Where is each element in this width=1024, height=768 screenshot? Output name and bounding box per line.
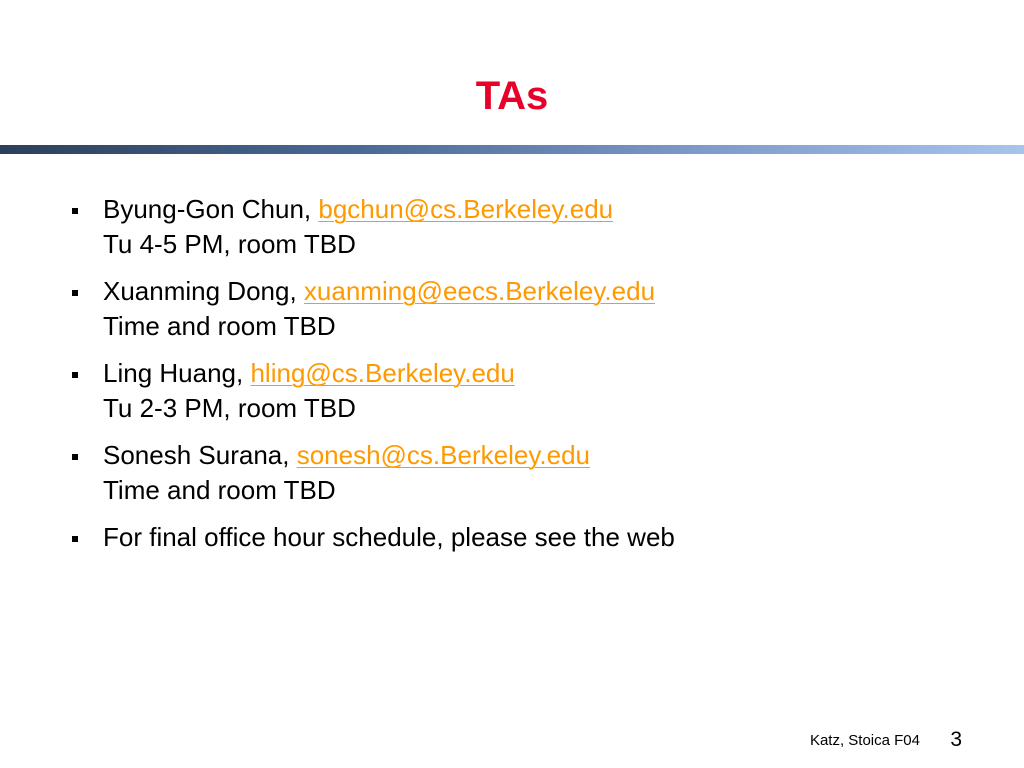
ta-email-link[interactable]: xuanming@eecs.Berkeley.edu [303,276,656,306]
ta-office-hours: Time and room TBD [103,475,336,505]
ta-line [103,274,1000,309]
ta-item-huang [70,356,1000,426]
schedule-note-item [70,520,1000,555]
slide-title: TAs [475,74,549,118]
ta-office-hours: Time and room TBD [103,311,336,341]
title-divider [0,145,1024,154]
ta-email-link[interactable]: sonesh@cs.Berkeley.edu [296,440,590,470]
square-bullet-icon [72,454,78,460]
square-bullet-icon [72,290,78,296]
ta-email-link[interactable]: hling@cs.Berkeley.edu [250,358,515,388]
ta-name: Sonesh Surana, [103,440,290,470]
ta-item-chun [70,192,1000,262]
ta-item-surana [70,438,1000,508]
slide-number: 3 [950,728,962,751]
ta-line [103,356,1000,391]
ta-item-dong [70,274,1000,344]
footer-authors: Katz, Stoica F04 [809,732,920,749]
ta-name: Byung-Gon Chun, [103,194,312,224]
square-bullet-icon [72,372,78,378]
square-bullet-icon [72,536,78,542]
ta-office-hours: Tu 4-5 PM, room TBD [103,229,356,259]
ta-list [70,192,1000,567]
square-bullet-icon [72,208,78,214]
ta-email-link[interactable]: bgchun@cs.Berkeley.edu [318,194,614,224]
ta-office-hours: Tu 2-3 PM, room TBD [103,393,356,423]
ta-line [103,192,1000,227]
schedule-note: For final office hour schedule, please see the web [103,522,675,552]
ta-line [103,438,1000,473]
ta-name: Xuanming Dong, [103,276,297,306]
ta-name: Ling Huang, [103,358,244,388]
